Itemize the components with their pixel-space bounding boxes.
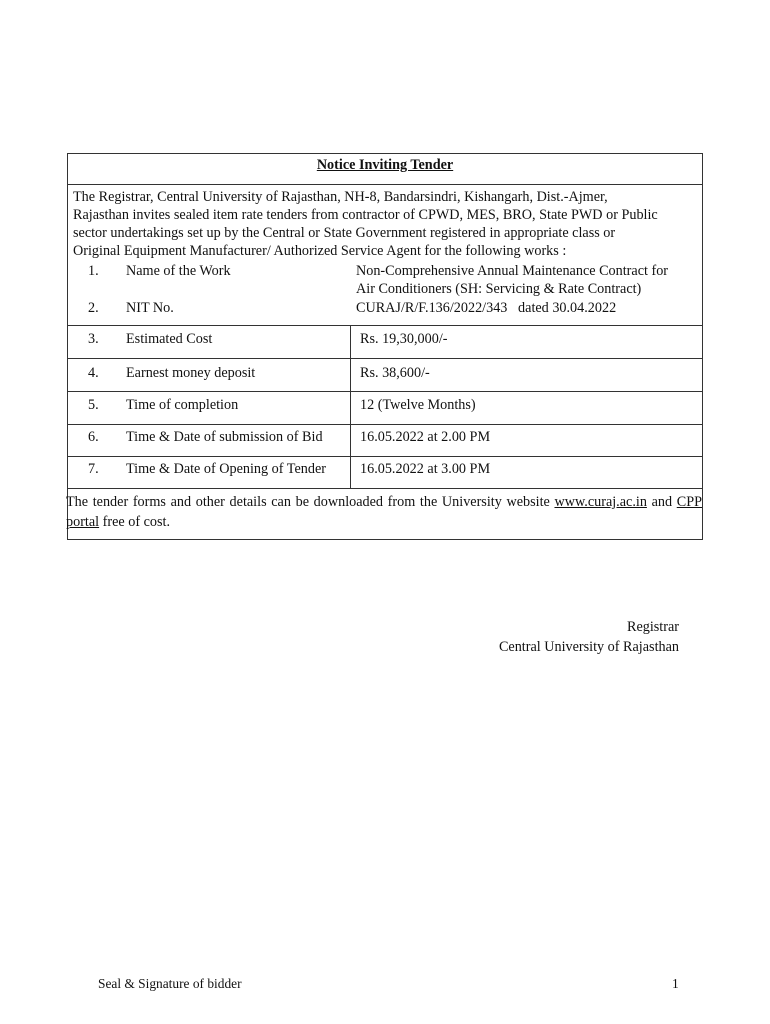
intro-line-1: The Registrar, Central University of Rajasthan, NH-8, Bandarsindri, Kishangarh, Dist.-Ajmer, [73, 189, 608, 205]
row-4-value: Rs. 38,600/- [360, 365, 430, 381]
row-3-value: Rs. 19,30,000/- [360, 331, 448, 347]
table-row-divider [68, 456, 702, 457]
table-row-divider [68, 391, 702, 392]
table-row-divider [68, 488, 702, 489]
signatory-title: Registrar [626, 619, 679, 635]
row-6-label: Time & Date of submission of Bid [126, 429, 323, 445]
notice-box [67, 153, 703, 540]
intro-line-3: sector undertakings set up by the Central or State Government registered in appropriate class or [73, 225, 616, 241]
row-6-number: 6. [88, 429, 99, 445]
page-number: 1 [672, 976, 679, 991]
row-5-label: Time of completion [126, 397, 239, 413]
row-1-value-line-1: Non-Comprehensive Annual Maintenance Contract for [356, 263, 669, 279]
row-5-value: 12 (Twelve Months) [360, 397, 476, 413]
row-3-label: Estimated Cost [126, 331, 213, 347]
row-7-number: 7. [88, 461, 99, 477]
seal-signature-label: Seal & Signature of bidder [98, 976, 242, 991]
row-1-number: 1. [88, 263, 99, 279]
notice-title: Notice Inviting Tender [316, 157, 454, 173]
footer-text-before: The tender forms and other details can be downloaded from the University website [66, 494, 555, 510]
intro-line-4: Original Equipment Manufacturer/ Authorized Service Agent for the following works : [73, 243, 567, 259]
table-row-divider [68, 325, 702, 326]
footer-text-after: free of cost. [99, 514, 170, 530]
row-7-value: 16.05.2022 at 3.00 PM [360, 461, 491, 477]
row-1-label: Name of the Work [126, 263, 231, 279]
table-row-divider [68, 424, 702, 425]
intro-line-2: Rajasthan invites sealed item rate tenders from contractor of CPWD, MES, BRO, State PWD or Public [73, 207, 658, 223]
row-4-label: Earnest money deposit [126, 365, 256, 381]
row-1-value-line-2: Air Conditioners (SH: Servicing & Rate Contract) [356, 281, 642, 297]
row-4-number: 4. [88, 365, 99, 381]
footer-text-and: and [646, 494, 677, 510]
row-6-value: 16.05.2022 at 2.00 PM [360, 429, 491, 445]
row-2-number: 2. [88, 300, 99, 316]
table-row-divider [68, 358, 702, 359]
row-2-label: NIT No. [126, 300, 174, 316]
row-7-label: Time & Date of Opening of Tender [126, 461, 326, 477]
notice-title-row [68, 154, 702, 185]
signatory-organization: Central University of Rajasthan [498, 639, 679, 655]
table-column-divider [350, 325, 351, 488]
cpp-portal-link[interactable]: CPP portal [66, 494, 702, 530]
notice-footer-text [66, 492, 702, 532]
row-3-number: 3. [88, 331, 99, 347]
website-link[interactable]: www.curaj.ac.in [554, 494, 647, 510]
row-5-number: 5. [88, 397, 99, 413]
row-2-value: CURAJ/R/F.136/2022/343 dated 30.04.2022 [356, 300, 617, 316]
notice-intro [73, 188, 703, 260]
signature-block [499, 617, 679, 657]
